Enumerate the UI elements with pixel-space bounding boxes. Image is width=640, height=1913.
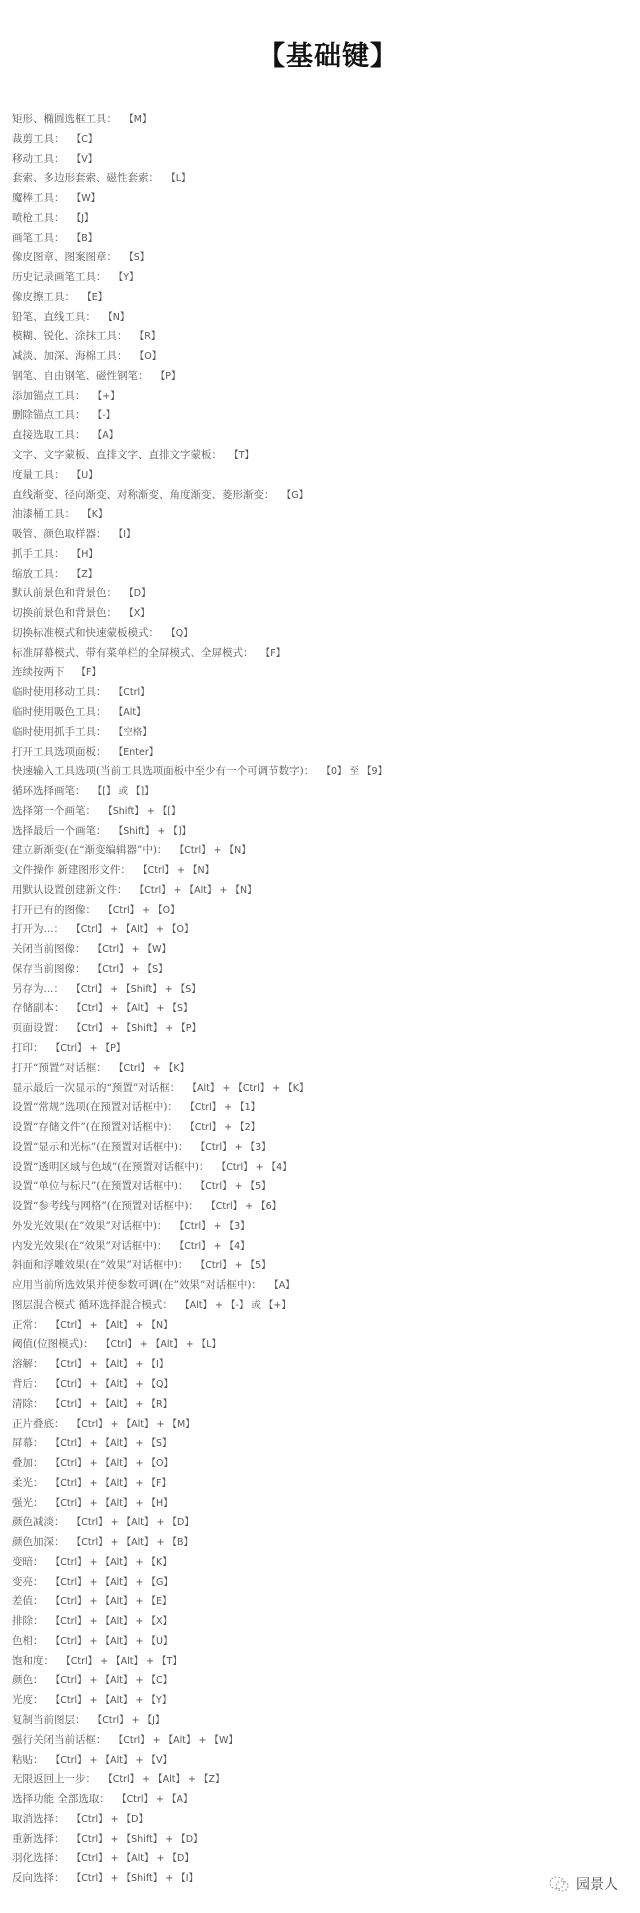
shortcut-keys: 【Ctrl】 + 【Shift】 + 【I】 <box>76 1873 199 1885</box>
shortcut-keys: 【Ctrl】 + 【A】 <box>121 1794 193 1806</box>
shortcut-label: 画笔工具： <box>12 231 65 244</box>
shortcut-row <box>12 1533 387 1553</box>
shortcut-label: 设置“常规”选项(在预置对话框中)： <box>12 1101 178 1114</box>
shortcut-keys: 【N】 <box>108 311 130 323</box>
shortcut-row <box>12 1217 387 1237</box>
shortcut-list <box>12 110 387 1889</box>
shortcut-label: 保存当前图像： <box>12 962 86 975</box>
shortcut-keys: 【空格】 <box>118 726 152 738</box>
shortcut-keys: 【Ctrl】 + 【6】 <box>210 1201 282 1213</box>
shortcut-row <box>12 1355 387 1375</box>
shortcut-label: 裁剪工具： <box>12 132 65 145</box>
shortcut-label: 铅笔、直线工具： <box>12 310 96 323</box>
shortcut-keys: 【Ctrl】 + 【N】 <box>142 865 215 877</box>
shortcut-label: 魔棒工具： <box>12 192 65 205</box>
shortcut-keys: 【Ctrl】 + 【3】 <box>200 1141 271 1153</box>
shortcut-row <box>12 1118 387 1138</box>
shortcut-keys: 【Ctrl】 + 【Alt】 + 【O】 <box>76 924 194 936</box>
shortcut-keys: 【Ctrl】 + 【Alt】 + 【Q】 <box>55 1379 173 1390</box>
shortcut-row <box>12 644 387 664</box>
shortcut-keys: 【Ctrl】 + 【Shift】 + 【P】 <box>76 1023 201 1035</box>
shortcut-keys: 【Ctrl】 + 【D】 <box>76 1813 148 1825</box>
shortcut-row <box>12 1474 387 1494</box>
shortcut-row <box>12 248 387 268</box>
shortcut-keys: 【U】 <box>76 469 98 481</box>
shortcut-label: 叠加： <box>12 1457 44 1470</box>
shortcut-row <box>12 1138 387 1158</box>
shortcut-keys: 【Ctrl】 + 【Alt】 + 【Y】 <box>55 1695 172 1707</box>
watermark-text: 园景人 <box>576 1877 618 1893</box>
shortcut-label: 反向选择： <box>12 1872 65 1885</box>
shortcut-keys: 【H】 <box>76 548 98 560</box>
shortcut-label: 吸管、颜色取样器： <box>12 528 107 541</box>
shortcut-keys: 【Ctrl】 + 【Alt】 + 【L】 <box>105 1339 222 1351</box>
shortcut-keys: 【Ctrl】 + 【Alt】 + 【N】 <box>55 1319 173 1331</box>
shortcut-keys: 【Ctrl】 + 【Alt】 + 【N】 <box>139 884 257 896</box>
shortcut-label: 应用当前所选效果并使参数可调(在”效果”对话框中)： <box>12 1279 262 1292</box>
shortcut-row <box>12 1592 387 1612</box>
shortcut-keys: 【Ctrl】 + 【2】 <box>189 1122 261 1134</box>
shortcut-keys: 【T】 <box>234 450 255 462</box>
shortcut-keys: 【F】 <box>265 647 286 659</box>
shortcut-label: 设置“参考线与网格”(在预置对话框中)： <box>12 1200 199 1213</box>
shortcut-row <box>12 1731 387 1751</box>
shortcut-label: 循环选择画笔： <box>12 785 86 798</box>
shortcut-row <box>12 150 387 170</box>
shortcut-label: 颜色： <box>12 1674 44 1687</box>
shortcut-row <box>12 1019 387 1039</box>
shortcut-row <box>12 565 387 585</box>
shortcut-keys: 【A】 <box>97 430 119 442</box>
watermark <box>548 1874 618 1894</box>
shortcut-label: 变暗： <box>12 1555 44 1568</box>
shortcut-label: 模糊、锐化、涂抹工具： <box>12 330 128 343</box>
shortcut-row <box>12 545 387 565</box>
shortcut-label: 直线渐变、径向渐变、对称渐变、角度渐变、菱形渐变： <box>12 488 275 501</box>
shortcut-label: 页面设置： <box>12 1022 65 1035</box>
shortcut-row <box>12 1276 387 1296</box>
shortcut-row <box>12 268 387 288</box>
shortcut-row <box>12 1691 387 1711</box>
shortcut-keys: 【Ctrl】 + 【5】 <box>200 1260 271 1272</box>
shortcut-row <box>12 1197 387 1217</box>
shortcut-keys: 【F】 <box>76 667 101 679</box>
shortcut-keys: 【Ctrl】 + 【Alt】 + 【W】 <box>118 1734 238 1746</box>
shortcut-row <box>12 347 387 367</box>
shortcut-label: 羽化选择： <box>12 1852 65 1865</box>
shortcut-keys: 【Alt】 + 【Ctrl】 + 【K】 <box>192 1082 309 1094</box>
shortcut-row <box>12 367 387 387</box>
shortcut-keys: 【A】 <box>273 1280 295 1292</box>
shortcut-label: 添加锚点工具： <box>12 389 86 402</box>
shortcut-keys: 【Ctrl】 + 【4】 <box>179 1240 250 1252</box>
shortcut-keys: 【Ctrl】 + 【Alt】 + 【C】 <box>55 1675 173 1687</box>
shortcut-row <box>12 209 387 229</box>
shortcut-label: 临时使用吸色工具： <box>12 705 107 718</box>
shortcut-row <box>12 920 387 940</box>
shortcut-label: 删除锚点工具： <box>12 409 86 422</box>
shortcut-row <box>12 387 387 407</box>
shortcut-row <box>12 782 387 802</box>
shortcut-label: 打开已有的图像： <box>12 903 96 916</box>
shortcut-keys: 【Ctrl】 + 【Alt】 + 【E】 <box>55 1596 172 1608</box>
shortcut-label: 钢笔、自由钢笔、磁性钢笔： <box>12 369 149 382</box>
shortcut-keys: 【K】 <box>87 509 108 521</box>
shortcut-keys: 【Ctrl】 + 【Alt】 + 【D】 <box>76 1517 194 1529</box>
shortcut-keys: 【C】 <box>76 133 98 145</box>
shortcut-row <box>12 466 387 486</box>
shortcut-row <box>12 169 387 189</box>
shortcut-label: 建立新渐变(在“渐变编辑器”中)： <box>12 844 168 857</box>
shortcut-label: 选择最后一个画笔： <box>12 824 107 837</box>
shortcut-label: 差值： <box>12 1595 44 1608</box>
shortcut-row <box>12 743 387 763</box>
shortcut-keys: 【Ctrl】 + 【Shift】 + 【D】 <box>76 1833 203 1845</box>
shortcut-label: 选择功能 全部选取： <box>12 1793 110 1806</box>
shortcut-row <box>12 1316 387 1336</box>
shortcut-row <box>12 861 387 881</box>
shortcut-keys: 【X】 <box>129 608 150 620</box>
shortcut-keys: 【Ctrl】 + 【Alt】 + 【S】 <box>55 1438 172 1450</box>
shortcut-keys: 【Ctrl】 + 【N】 <box>179 845 251 857</box>
shortcut-row <box>12 1454 387 1474</box>
shortcut-label: 打开工具选项面板： <box>12 745 107 758</box>
shortcut-label: 强行关闭当前话框： <box>12 1733 107 1746</box>
shortcut-label: 临时使用移动工具： <box>12 686 107 699</box>
shortcut-label: 颜色减淡： <box>12 1516 65 1529</box>
shortcut-row <box>12 1059 387 1079</box>
shortcut-label: 变亮： <box>12 1575 44 1588</box>
shortcut-label: 排除： <box>12 1615 44 1628</box>
shortcut-label: 外发光效果(在”效果”对话框中)： <box>12 1219 168 1232</box>
shortcut-label: 关闭当前图像： <box>12 943 86 956</box>
shortcut-row <box>12 663 387 683</box>
shortcut-keys: 【Ctrl】 + 【O】 <box>108 904 180 916</box>
shortcut-row <box>12 960 387 980</box>
shortcut-label: 切换前景色和背景色： <box>12 607 117 620</box>
shortcut-label: 显示最后一次显示的“预置”对话框： <box>12 1081 181 1094</box>
shortcut-row <box>12 1770 387 1790</box>
shortcut-keys: 【Ctrl】 <box>118 687 150 699</box>
shortcut-label: 抓手工具： <box>12 547 65 560</box>
shortcut-label: 矩形、椭圆选框工具： <box>12 113 117 125</box>
shortcut-row <box>12 1177 387 1197</box>
shortcut-label: 油漆桶工具： <box>12 508 75 521</box>
shortcut-row <box>12 1415 387 1435</box>
shortcut-row <box>12 1158 387 1178</box>
shortcut-keys: 【Ctrl】 + 【Alt】 + 【B】 <box>76 1537 194 1549</box>
shortcut-label: 打开“预置”对话框： <box>12 1061 107 1074</box>
shortcut-row <box>12 229 387 249</box>
shortcut-row <box>12 505 387 525</box>
shortcut-keys: 【Ctrl】 + 【S】 <box>97 963 168 975</box>
shortcut-keys: 【P】 <box>160 370 181 382</box>
shortcut-label: 减淡、加深、海棉工具： <box>12 350 128 363</box>
shortcut-label: 打开为...： <box>12 923 65 936</box>
shortcut-label: 取消选择： <box>12 1812 65 1825</box>
shortcut-row <box>12 802 387 822</box>
shortcut-row <box>12 1039 387 1059</box>
shortcut-row <box>12 901 387 921</box>
shortcut-label: 打印： <box>12 1041 44 1054</box>
shortcut-keys: 【+】 <box>97 390 120 402</box>
shortcut-row <box>12 1632 387 1652</box>
shortcut-keys: 【[】 或 【]】 <box>97 786 154 798</box>
shortcut-label: 清除： <box>12 1397 44 1410</box>
shortcut-row <box>12 624 387 644</box>
shortcut-label: 背后： <box>12 1378 44 1390</box>
shortcut-keys: 【O】 <box>139 351 162 363</box>
shortcut-keys: 【Ctrl】 + 【Alt】 + 【O】 <box>55 1458 173 1470</box>
shortcut-label: 图层混合模式 循环选择混合模式： <box>12 1298 173 1311</box>
shortcut-keys: 【Ctrl】 + 【Alt】 + 【T】 <box>66 1655 182 1667</box>
shortcut-keys: 【M】 <box>129 114 152 125</box>
shortcut-keys: 【Ctrl】 + 【1】 <box>189 1102 261 1114</box>
shortcut-label: 文字、文字蒙板、直排文字、直排文字蒙板： <box>12 449 222 462</box>
shortcut-label: 连续按两下 <box>12 666 65 679</box>
shortcut-keys: 【Ctrl】 + 【Alt】 + 【F】 <box>55 1477 171 1489</box>
shortcut-row <box>12 1553 387 1573</box>
shortcut-keys: 【Enter】 <box>118 746 159 758</box>
shortcut-keys: 【Ctrl】 + 【5】 <box>200 1181 271 1193</box>
shortcut-label: 溶解： <box>12 1358 44 1371</box>
shortcut-row <box>12 1296 387 1316</box>
shortcut-keys: 【Alt】 <box>118 706 146 718</box>
shortcut-keys: 【R】 <box>139 331 161 343</box>
shortcut-keys: 【Ctrl】 + 【Alt】 + 【V】 <box>55 1754 173 1766</box>
shortcut-keys: 【Ctrl】 + 【Alt】 + 【D】 <box>76 1853 194 1865</box>
shortcut-label: 强光： <box>12 1496 44 1509</box>
shortcut-row <box>12 426 387 446</box>
shortcut-row <box>12 525 387 545</box>
shortcut-label: 用默认设置创建新文件： <box>12 883 128 896</box>
wechat-icon <box>548 1875 570 1893</box>
shortcut-row <box>12 1849 387 1869</box>
shortcut-label: 设置“透明区域与色域”(在预置对话框中)： <box>12 1160 210 1173</box>
shortcut-keys: 【V】 <box>76 153 98 165</box>
shortcut-keys: 【-】 <box>97 410 116 422</box>
shortcut-label: 饱和度： <box>12 1654 54 1667</box>
shortcut-row <box>12 723 387 743</box>
shortcut-row <box>12 1810 387 1830</box>
shortcut-label: 颜色加深： <box>12 1536 65 1549</box>
shortcut-row <box>12 110 387 130</box>
shortcut-label: 存储副本： <box>12 1002 65 1015</box>
shortcut-row <box>12 1494 387 1514</box>
shortcut-keys: 【Q】 <box>171 627 193 639</box>
shortcut-label: 临时使用抓手工具： <box>12 725 107 738</box>
shortcut-keys: 【Ctrl】 + 【Alt】 + 【X】 <box>55 1616 173 1628</box>
shortcut-row <box>12 1513 387 1533</box>
shortcut-label: 内发光效果(在”效果”对话框中)： <box>12 1239 168 1252</box>
shortcut-row <box>12 1395 387 1415</box>
shortcut-label: 标准屏幕模式、带有菜单栏的全屏模式、全屏模式： <box>12 646 254 659</box>
shortcut-keys: 【W】 <box>76 193 101 205</box>
shortcut-label: 复制当前图层： <box>12 1714 86 1727</box>
shortcut-row <box>12 1434 387 1454</box>
shortcut-row <box>12 1612 387 1632</box>
shortcut-label: 正常： <box>12 1318 44 1331</box>
shortcut-keys: 【B】 <box>76 232 98 244</box>
shortcut-row <box>12 1869 387 1889</box>
shortcut-row <box>12 841 387 861</box>
shortcut-label: 套索、多边形套索、磁性套索： <box>12 172 159 185</box>
shortcut-row <box>12 683 387 703</box>
shortcut-keys: 【0】 至 【9】 <box>326 766 388 778</box>
shortcut-row <box>12 940 387 960</box>
shortcut-keys: 【Ctrl】 + 【Alt】 + 【R】 <box>55 1398 173 1410</box>
shortcut-label: 喷枪工具： <box>12 211 65 224</box>
shortcut-label: 色相： <box>12 1634 44 1647</box>
shortcut-keys: 【Shift】 + 【]】 <box>118 825 192 837</box>
shortcut-row <box>12 604 387 624</box>
shortcut-row <box>12 308 387 328</box>
shortcut-row <box>12 406 387 426</box>
shortcut-label: 阈值(位图模式)： <box>12 1338 94 1351</box>
shortcut-row <box>12 1256 387 1276</box>
shortcut-keys: 【Ctrl】 + 【4】 <box>221 1161 292 1173</box>
shortcut-row <box>12 1751 387 1771</box>
shortcut-label: 默认前景色和背景色： <box>12 587 117 600</box>
shortcut-label: 柔光： <box>12 1476 44 1489</box>
shortcut-label: 缩放工具： <box>12 567 65 580</box>
shortcut-row <box>12 822 387 842</box>
shortcut-label: 设置“单位与标尺”(在预置对话框中)： <box>12 1180 189 1193</box>
shortcut-label: 选择第一个画笔： <box>12 804 96 817</box>
shortcut-row <box>12 1830 387 1850</box>
shortcut-row <box>12 327 387 347</box>
shortcut-row <box>12 189 387 209</box>
shortcut-keys: 【Ctrl】 + 【Shift】 + 【S】 <box>76 983 201 995</box>
shortcut-keys: 【Ctrl】 + 【Alt】 + 【G】 <box>55 1576 173 1588</box>
shortcut-label: 重新选择： <box>12 1832 65 1845</box>
shortcut-keys: 【Ctrl】 + 【Alt】 + 【H】 <box>55 1497 173 1509</box>
shortcut-keys: 【G】 <box>286 489 309 501</box>
page-title: 【基础键】 <box>258 41 398 72</box>
shortcut-keys: 【Ctrl】 + 【P】 <box>55 1042 126 1054</box>
shortcut-keys: 【Ctrl】 + 【Alt】 + 【U】 <box>55 1635 173 1647</box>
shortcut-row <box>12 1098 387 1118</box>
shortcut-label: 光度： <box>12 1694 44 1707</box>
shortcut-row <box>12 1335 387 1355</box>
shortcut-keys: 【E】 <box>87 291 108 303</box>
shortcut-row <box>12 288 387 308</box>
shortcut-keys: 【L】 <box>171 173 191 185</box>
shortcut-keys: 【Ctrl】 + 【K】 <box>118 1062 190 1074</box>
shortcut-keys: 【Ctrl】 + 【W】 <box>97 944 172 956</box>
shortcut-keys: 【Shift】 + 【[】 <box>108 805 181 817</box>
shortcut-label: 设置“存储文件”(在预置对话框中)： <box>12 1121 178 1134</box>
shortcut-keys: 【Alt】 + 【-】 或 【+】 <box>184 1299 291 1311</box>
shortcut-row <box>12 446 387 466</box>
shortcut-row <box>12 762 387 782</box>
shortcut-row <box>12 1573 387 1593</box>
shortcut-label: 正片叠底： <box>12 1417 65 1430</box>
shortcut-row <box>12 980 387 1000</box>
shortcut-keys: 【Ctrl】 + 【Alt】 + 【S】 <box>76 1003 193 1015</box>
shortcut-keys: 【Ctrl】 + 【Alt】 + 【M】 <box>76 1418 195 1430</box>
shortcut-keys: 【S】 <box>129 252 150 264</box>
shortcut-label: 快速输入工具选项(当前工具选项面板中至少有一个可调节数字)： <box>12 765 315 778</box>
shortcut-label: 像皮擦工具： <box>12 290 75 303</box>
shortcut-label: 直接选取工具： <box>12 429 86 442</box>
shortcut-keys: 【Z】 <box>76 568 98 580</box>
shortcut-label: 另存为...： <box>12 982 65 995</box>
shortcut-row <box>12 1079 387 1099</box>
shortcut-label: 无限返回上一步： <box>12 1773 96 1786</box>
shortcut-keys: 【Ctrl】 + 【3】 <box>179 1220 250 1232</box>
shortcut-row <box>12 1375 387 1395</box>
shortcut-keys: 【D】 <box>129 588 151 600</box>
shortcut-label: 文件操作 新建图形文件： <box>12 864 131 877</box>
shortcut-label: 度量工具： <box>12 468 65 481</box>
shortcut-row <box>12 881 387 901</box>
shortcut-label: 像皮图章、图案图章： <box>12 251 117 264</box>
shortcut-label: 设置“显示和光标”(在预置对话框中)： <box>12 1140 189 1153</box>
shortcut-keys: 【Ctrl】 + 【Alt】 + 【Z】 <box>108 1774 225 1786</box>
shortcut-label: 切换标准模式和快速蒙板模式： <box>12 626 159 639</box>
shortcut-row <box>12 1237 387 1257</box>
shortcut-keys: 【Ctrl】 + 【Alt】 + 【I】 <box>55 1359 169 1371</box>
shortcut-keys: 【Ctrl】 + 【Alt】 + 【K】 <box>55 1556 172 1568</box>
shortcut-row <box>12 999 387 1019</box>
shortcut-row <box>12 1790 387 1810</box>
shortcut-row <box>12 703 387 723</box>
shortcut-label: 历史记录画笔工具： <box>12 271 107 284</box>
shortcut-row <box>12 584 387 604</box>
shortcut-row <box>12 486 387 506</box>
shortcut-label: 屏幕： <box>12 1437 44 1450</box>
shortcut-keys: 【I】 <box>118 529 136 541</box>
shortcut-row <box>12 1671 387 1691</box>
shortcut-label: 粘贴： <box>12 1753 44 1766</box>
shortcut-row <box>12 1711 387 1731</box>
shortcut-keys: 【J】 <box>76 212 94 224</box>
shortcut-keys: 【Ctrl】 + 【J】 <box>97 1715 165 1727</box>
shortcut-label: 移动工具： <box>12 152 65 165</box>
shortcut-label: 斜面和浮雕效果(在”效果”对话框中)： <box>12 1259 189 1272</box>
shortcut-row <box>12 1652 387 1672</box>
shortcut-keys: 【Y】 <box>118 272 139 284</box>
shortcut-row <box>12 130 387 150</box>
